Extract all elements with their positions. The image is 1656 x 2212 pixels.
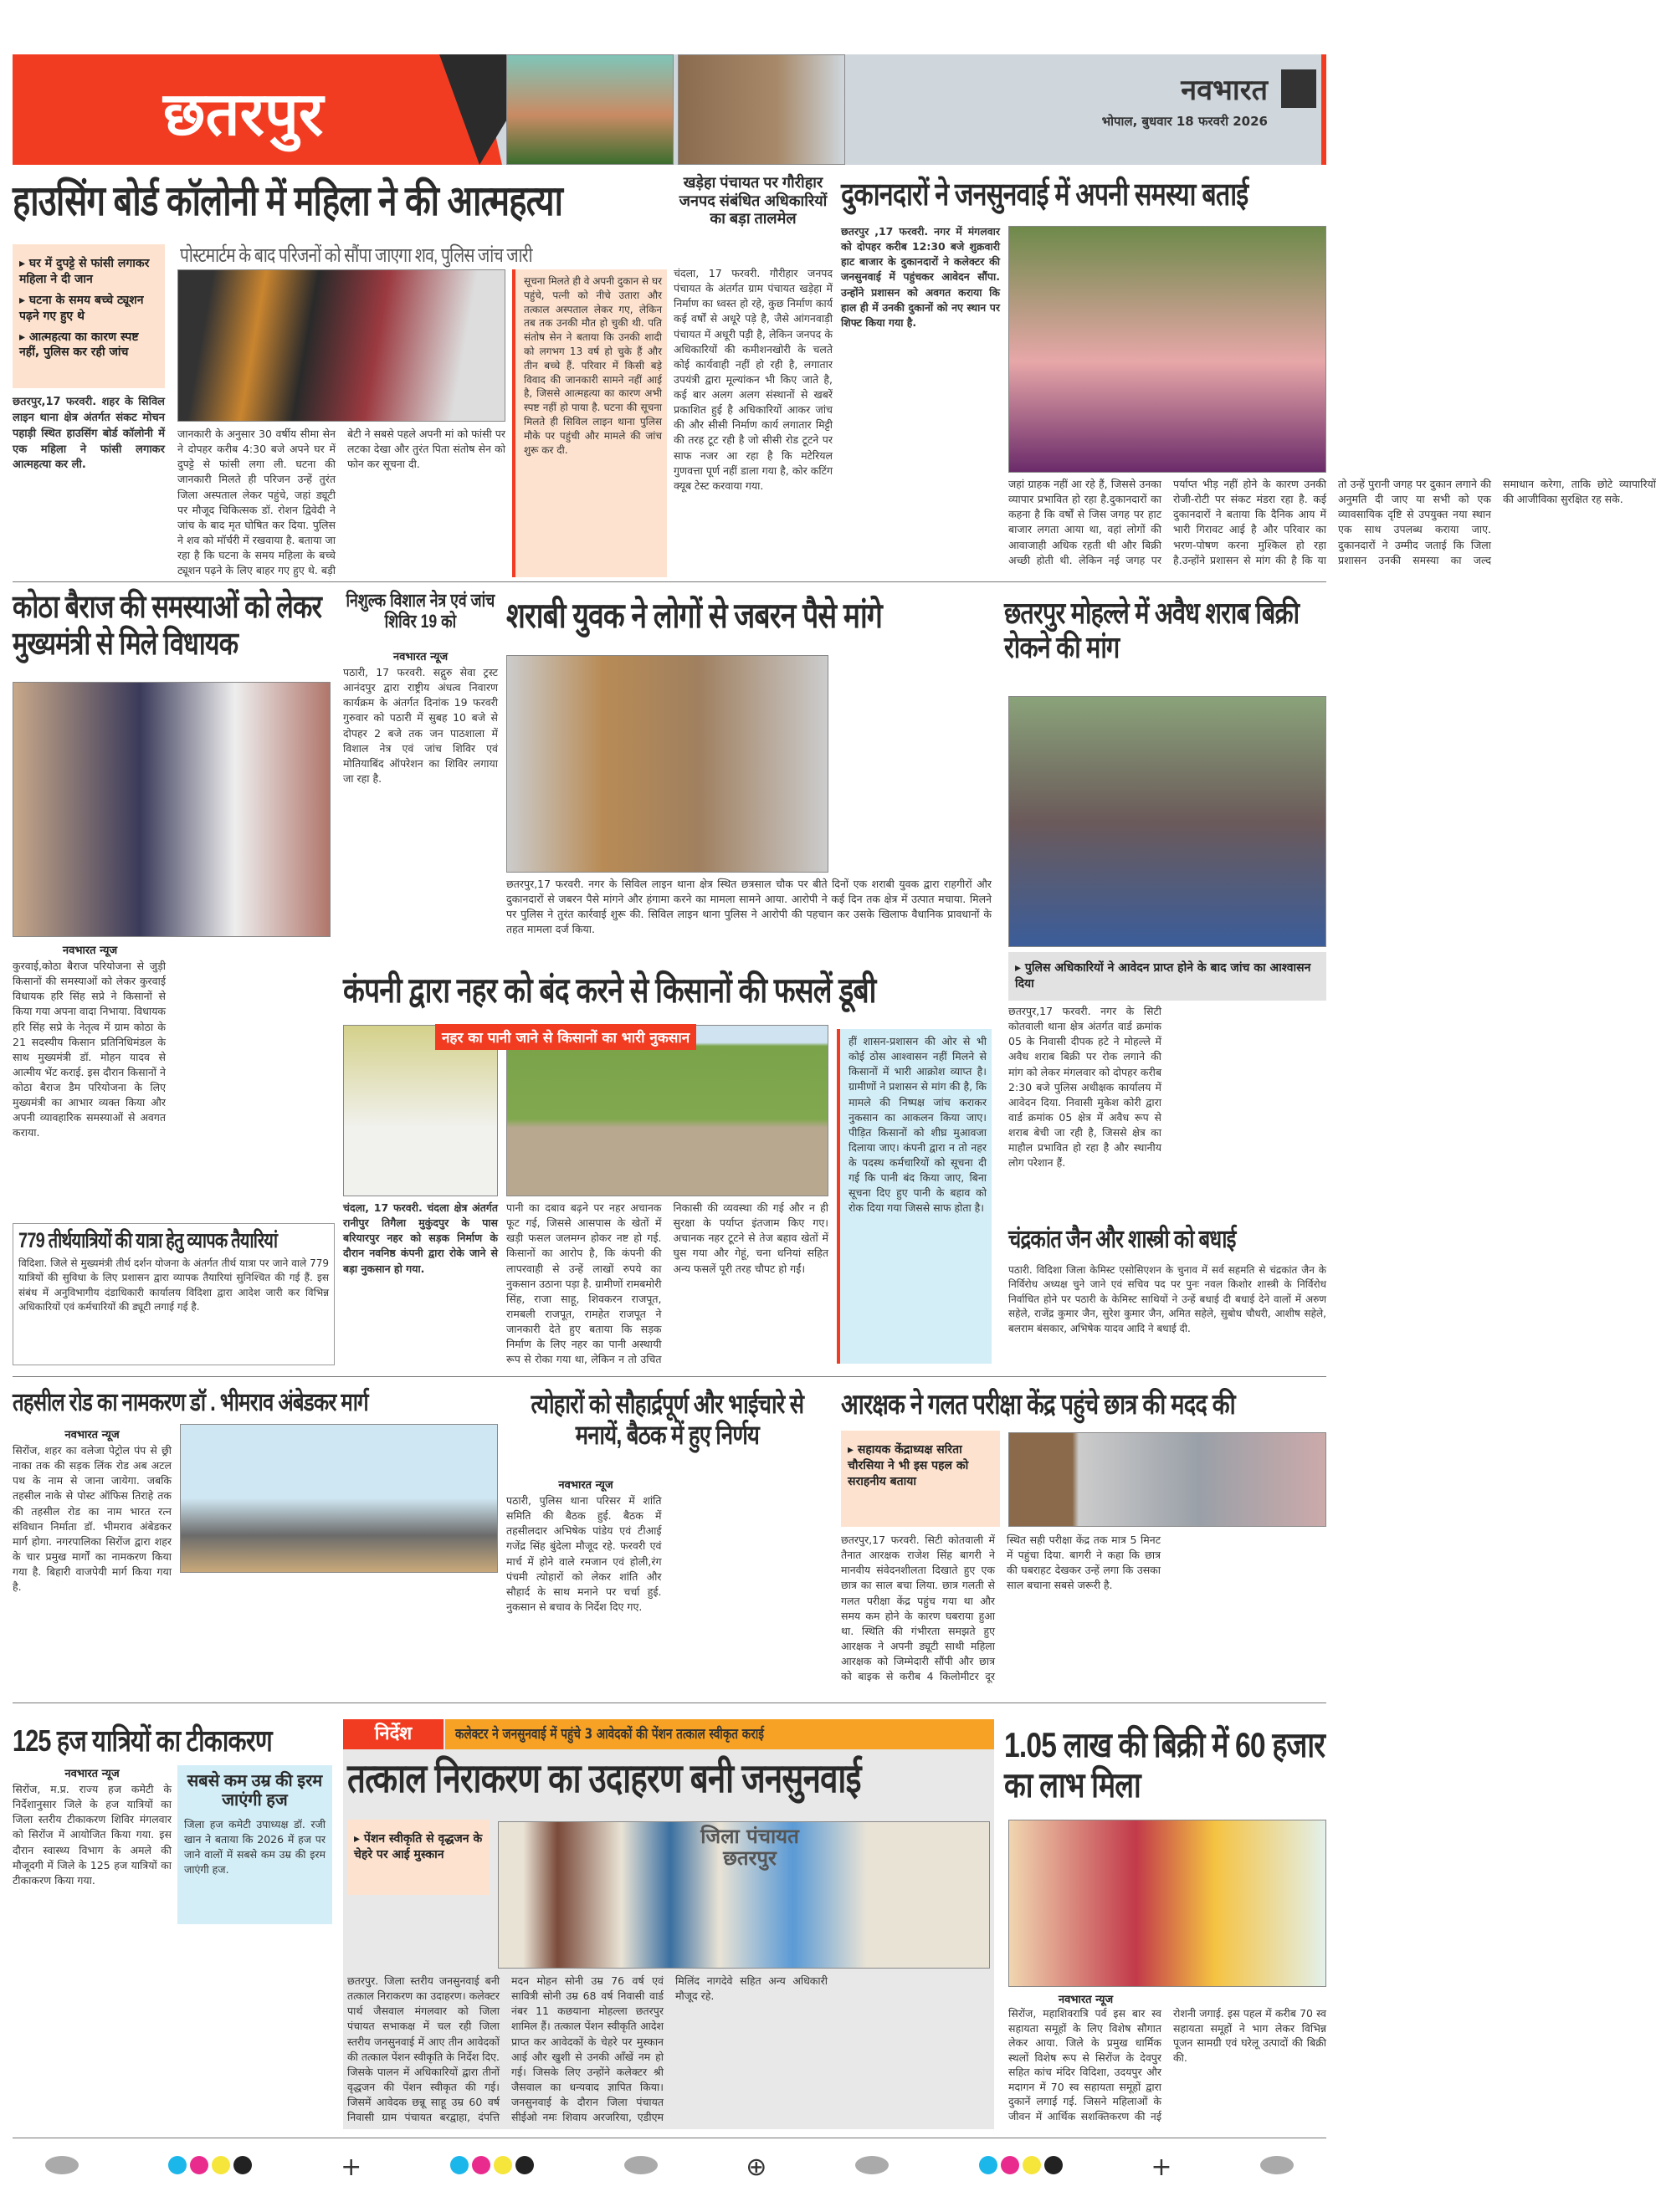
dateline: भोपाल, बुधवार 18 फरवरी 2026: [1101, 114, 1268, 129]
story11-photo: [180, 1424, 498, 1573]
story3-headline: दुकानदारों ने जनसुनवाई में अपनी समस्या बताई: [841, 177, 1248, 212]
story12-headline: त्योहारों को सौहार्द्रपूर्ण और भाईचारे से मनायें, बैठक में हुए निर्णय: [531, 1389, 804, 1450]
story4-headline: कोठा बैराज की समस्याओं को लेकर मुख्यमंत्री से मिले विधायक: [13, 590, 322, 662]
quote-text: हीं शासन-प्रशासन की ओर से भी कोई ठोस आश्वासन नहीं मिलने से किसानों में भारी आक्रोश व्याप्त है। ग्रामीणों ने प्रशासन से मांग की है, कि मामले की निष्पक्ष जांच कराकर नुकसान का आकलन किया जाए। पीड़ित किसानों को शीघ्र मुआवजा दिलाया जाए। कंपनी द्वारा न तो नहर के पदस्थ कर्मचारियों को सूचना दी गई कि पानी बंद किया जाए, बिना सूचना दिए हुए पानी के बहाव को रोक दिया गया जिससे साफ होता है।: [849, 1035, 987, 1215]
highlight: ▸ घटना के समय बच्चे ट्यूशन पढ़ने गए हुए थे: [19, 293, 158, 325]
story2-headline: खड़ेहा पंचायत पर गौरीहार जनपद संबंधित अधिकारियों का बड़ा तालमेल: [679, 174, 828, 228]
story13-highlight: [841, 1431, 1000, 1527]
tag-nirdesh: निर्देश: [343, 1719, 443, 1749]
story12-byline: नवभारत न्यूज: [558, 1479, 613, 1492]
story1-subhead: पोस्टमार्टम के बाद परिजनों को सौंपा जाएगा शव, पुलिस जांच जारी: [180, 244, 532, 267]
story2-body: चंदला, 17 फरवरी. गौरीहार जनपद पंचायत के अंतर्गत ग्राम पंचायत खड़ेहा में निर्माण का ध्वस्त हो रहे, कुछ निर्माण कार्य कई वर्षों से अधूरे पड़े है, जैसे आंगनवाड़ी पंचायत में अधूरी पड़ी है, लेकिन जनपद के अधिकारियों की कमीशनखोरी के चलते कोई कार्यवाही नहीं हो रही है, लगातार उपयंत्री द्वारा मूल्यांकन भी किए जाते है, कई बार अलग अलग संस्थानों से खबरें प्रकाशित हुई है अधिकारियों आकर जांच की और सीसी निर्माण कार्य लगातार मिट्टी की तरह टूट रही है जो सीसी रोड टूटने पर साफ नजर आ रहा है कि मटेरियल गुणवत्ता पूर्ण नहीं डाला गया है, कोर कटिंग क्यूब टेस्ट करवाया गया.: [674, 267, 833, 492]
story16-headline: 1.05 लाख की बिक्री में 60 हजार का लाभ मिला: [1004, 1725, 1325, 1805]
story9-box: [13, 1223, 335, 1365]
story14-byline: नवभारत न्यूज: [64, 1768, 120, 1780]
story1-body: जानकारी के अनुसार 30 वर्षीय सीमा सेन ने दोपहर करीब 4:30 बजे अपने घर में दुपट्टे से फांसी लगा ली. घटना की जानकारी मिलते ही परिजन उन्हें तुरंत जिला अस्पताल लेकर पहुंचे, जहां ड्यूटी पर मौजूद चिकित्सक डॉ. रोशन द्विवेदी ने जांच के बाद मृत घोषित कर दिया. पुलिस ने शव को मॉर्चरी में रखवाया है. बताया जा रहा है कि घटना के समय महिला के बच्चे ट्यूशन पढ़ने के लिए बाहर गए हुए थे. बड़ी बेटी ने सबसे पहले अपनी मां को फांसी पर लटका देखा और तुरंत पिता संतोष सेन को फोन कर सूचना दी.: [177, 428, 505, 577]
story5-body: पठारी, 17 फरवरी. सद्गुरु सेवा ट्रस्ट आनंदपुर द्वारा राष्ट्रीय अंधत्व निवारण कार्यक्रम के अंतर्गत दिनांक 19 फरवरी गुरुवार को पठारी में सुबह 10 बजे से दोपहर 2 बजे तक जन पाठशाला में विशाल नेत्र एवं जांच शिविर एवं मोतियाबिंद ऑपरेशन का शिविर लगाया जा रहा है.: [343, 666, 498, 785]
masthead-photo-palace: [506, 54, 674, 165]
story1-highlights: [13, 244, 165, 388]
story9-body: विदिशा. जिले से मुख्यमंत्री तीर्थ दर्शन योजना के अंतर्गत तीर्थ यात्रा पर जाने वाले 779 यात्रियों की सुविधा के लिए प्रशासन द्वारा व्यापक तैयारियां सुनिश्चित की गई हैं. इस संबंध में अनुविभागीय दंडाधिकारी कार्यालय विदिशा द्वारा आदेश जारी कर विभिन्न अधिकारियों एवं कर्मचारियों की ड्यूटी लगाई गई है.: [18, 1257, 329, 1313]
story11-byline: नवभारत न्यूज: [64, 1429, 120, 1441]
highlight: ▸ सहायक केंद्राध्यक्ष सरिता चौरसिया ने भी इस पहल को सराहनीय बताया: [848, 1442, 993, 1490]
story3-lead: छतरपुर ,17 फरवरी. नगर में मंगलवार को दोपहर करीब 12:30 बजे शुक्रवारी हाट बाजार के दुकानदारों ने कलेक्टर की जनसुनवाई में पहुंचकर आवेदन सौंपा. उन्होंने प्रशासन को अवगत कराया कि हाल ही में उनकी दुकानों को नए स्थान पर शिफ्ट किया गया है.: [841, 225, 1000, 329]
story11-headline: तहसील रोड का नामकरण डॉ . भीमराव अंबेडकर मार्ग: [13, 1389, 368, 1416]
masthead-photo-temple: [678, 54, 845, 165]
story13-headline: आरक्षक ने गलत परीक्षा केंद्र पहुंचे छात्र की मदद की: [841, 1389, 1235, 1421]
story4-photo: [13, 682, 331, 937]
story1-lead: छतरपुर,17 फरवरी. शहर के सिविल लाइन थाना क्षेत्र अंतर्गत संकट मोचन पहाड़ी स्थित हाउसिंग बोर्ड कॉलोनी में एक महिला ने फांसी लगाकर आत्महत्या कर ली.: [13, 396, 165, 472]
section-title: छतरपुर: [163, 79, 324, 149]
story6-headline: शराबी युवक ने लोगों से जबरन पैसे मांगे: [506, 596, 882, 635]
story15-highlight: [347, 1820, 490, 1895]
story7-photo: [1008, 696, 1326, 947]
story12-body: पठारी, पुलिस थाना परिसर में शांति समिति की बैठक हुई. बैठक में तहसीलदार अभिषेक पांडेय एवं टीआई गजेंद्र सिंह बुंदेला मौजूद रहे. फरवरी एवं मार्च में होने वाले रमजान एवं होली,रंग पंचमी त्योहारों को लेकर शांति और सौहार्द के साथ मनाने पर चर्चा हुई. नुकसान से बचाव के निर्देश दिए गए.: [506, 1494, 662, 1613]
story10-body: पठारी. विदिशा जिला केमिस्ट एसोसिएशन के चुनाव में सर्व सहमति से चंद्रकांत जैन के निर्विरोध अध्यक्ष चुने जाने एवं सचिव पद पर पुनः नवल किशोर शास्त्री के निर्विरोध निर्वाचित होने पर पठारी के केमिस्ट साथियों ने उन्हें बधाई दी बधाई देने वालों में अरुण सहेले, राजेंद्र कुमार जैन, सुरेश कुमार जैन, अमित सहेले, सुबोध चौधरी, आशीष सहेले, बलराम बंसकार, अभिषेक यादव आदि ने बधाई दी.: [1008, 1264, 1326, 1334]
story15-photo: [498, 1821, 990, 1969]
story5-byline: नवभारत न्यूज: [392, 651, 449, 663]
story15-body: छतरपुर. जिला स्तरीय जनसुनवाई बनी तत्काल निराकरण का उदाहरण। कलेक्टर पार्थ जैसवाल मंगलवार को जिला पंचायत सभाकक्ष में चल रही जिला स्तरीय जनसुनवाई में आए तीन आवेदकों की तत्काल पेंशन स्वीकृति के निर्देश दिए. जिसके पालन में अधिकारियों द्वारा तीनों वृद्धजन की पेंशन स्वीकृत की गई। जिसमें आवेदक छन्नू साहू उम्र 60 वर्ष निवासी ग्राम पंचायत बरद्वाहा, दंपत्ति मदन मोहन सोनी उम्र 76 वर्ष एवं सावित्री सोनी उम्र 68 वर्ष निवासी वार्ड नंबर 11 कछयाना मोहल्ला छतरपुर शामिल हैं। तत्काल पेंशन स्वीकृति आदेश प्राप्त कर आवेदकों के चेहरे पर मुस्कान आई और खुशी से उनकी आँखें नम हो गई। जिसके लिए उन्होंने कलेक्टर श्री जैसवाल का धन्यवाद ज्ञापित किया। जनसुनवाई के दौरान जिला पंचायत सीईओ नमः शिवाय अरजरिया, एडीएम मिलिंद नागदेवे सहित अन्य अधिकारी मौजूद रहे.: [347, 1974, 828, 2124]
story14-body: सिरोंज, म.प्र. राज्य हज कमेटी के निर्देशानुसार जिले के हज यात्रियों का जिला स्तरीय टीकाकरण शिविर मंगलवार को सिरोंज में आयोजित किया गया. इस दौरान स्वास्थ्य विभाग के अमले की मौजूदगी में जिले के 125 हज यात्रियों का टीकाकरण किया गया.: [13, 1783, 172, 1887]
story4-body: कुरवाई,कोठा बैराज परियोजना से जुड़ी किसानों की समस्याओं को लेकर कुरवाई विधायक हरि सिंह सप्रे ने किसानों से किया गया अपना वादा निभाया. विधायक हरि सिंह सप्रे के नेतृत्व में ग्राम कोठा के 21 सदस्यीय किसान प्रतिनिधिमंडल के साथ मुख्यमंत्री डॉ. मोहन यादव से आत्मीय भेंट कराई. इस दौरान किसानों ने कोठा बैराज डैम परियोजना के लिए मुख्यमंत्री का आभार व्यक्त किया और अपनी व्यावहारिक समस्याओं से अवगत कराया.: [13, 960, 166, 1139]
story16-byline: नवभारत न्यूज: [1058, 1994, 1114, 2006]
story8-photo-canal: [506, 1025, 828, 1196]
story14-headline: 125 हज यात्रियों का टीकाकरण: [13, 1723, 272, 1758]
story16-photo: [1008, 1820, 1326, 1987]
story1-quote: [512, 269, 667, 577]
story13-body: छतरपुर,17 फरवरी. सिटी कोतवाली में तैनात आरक्षक राजेश सिंह बागरी ने मानवीय संवेदनशीलता दिखाते हुए एक छात्र का साल बचा लिया. छात्र गलती से गलत परीक्षा केंद्र पहुंच गया था और समय कम होने के कारण घबराया हुआ था. स्थिति की गंभीरता समझते हुए आरक्षक ने अपनी ड्यूटी साथी महिला आरक्षक को जिम्मेदारी सौंपी और छात्र को बाइक से करीब 4 किलोमीटर दूर स्थित सही परीक्षा केंद्र तक मात्र 5 मिनट में पहुंचा दिया. बागरी ने कहा कि छात्र की घबराहट देखकर उन्हें लगा कि उसका साल बचाना सबसे जरूरी है.: [841, 1534, 1161, 1683]
paper-logo: नवभारत: [1181, 74, 1268, 107]
highlight: ▸ पेंशन स्वीकृति से वृद्धजन के चेहरे पर आई मुस्कान: [354, 1831, 483, 1863]
story16-body: सिरोंज, महाशिवरात्रि पर्व इस बार स्व सहायता समूहों के लिए विशेष सौगात लेकर आया. जिले के प्रमुख धार्मिक स्थलों विशेष रूप से सिरोंज के देवपुर सहित कांच मंदिर विदिशा, उदयपुर और मदागन में 70 स्व सहायता समूहों द्वारा दुकानें लगाई गई. जिसने महिलाओं के जीवन में आर्थिक सशक्तिकरण की नई रोशनी जगाई. इस पहल में करीब 70 स्व सहायता समूहों ने भाग लेकर विभिन्न पूजन सामग्री एवं घरेलू उत्पादों की बिक्री की.: [1008, 2007, 1326, 2122]
story1-headline: हाउसिंग बोर्ड कॉलोनी में महिला ने की आत्महत्या: [13, 177, 563, 224]
story8-photo-farmer: [343, 1025, 498, 1196]
story4-byline: नवभारत न्यूज: [62, 945, 118, 957]
story3-photo: [1008, 226, 1326, 473]
story8-body: पानी का दबाव बढ़ने पर नहर अचानक फूट गई, जिससे आसपास के खेतों में खड़ी फसल जलमग्न होकर नष्ट हो गई. किसानों का आरोप है, कि कंपनी की लापरवाही से उन्हें लाखों रुपये का नुकसान उठाना पड़ा है. ग्रामीणों रामबमोरी सिंह, राजा साहू, शिवकरन राजपूत, रामबली राजपूत, रामहेत राजपूत ने जानकारी देते हुए बताया कि सड़क निर्माण के लिए नहर का पानी अस्थायी रूप से रोका गया था, लेकिन न तो उचित निकासी की व्यवस्था की गई और न ही सुरक्षा के पर्याप्त इंतजाम किए गए। अचानक नहर टूटने से तेज बहाव खेतों में घुस गया और गेहूं, चना धनियां सहित अन्य फसलें पूरी तरह चौपट हो गईं।: [506, 1201, 828, 1366]
story8-headline: कंपनी द्वारा नहर को बंद करने से किसानों की फसलें डूबी: [343, 970, 876, 1010]
story8-quote: [837, 1029, 992, 1364]
story15-kicker: कलेक्टर ने जनसुनवाई में पहुंचे 3 आवेदकों की पेंशन तत्काल स्वीकृत कराई: [455, 1726, 764, 1743]
story3-body: जहां ग्राहक नहीं आ रहे हैं, जिससे उनका व्यापार प्रभावित हो रहा है.दुकानदारों का कहना है कि वर्षों से जिस जगह पर हाट बाजार लगता आया था, वहां लोगों की आवाजाही अधिक रहती थी और बिक्री अच्छी होती थी. लेकिन नई जगह पर पर्याप्त भीड़ नहीं होने के कारण उनकी रोजी-रोटी पर संकट मंडरा रहा है. कई दुकानदारों ने बताया कि दैनिक आय में भारी गिरावट आई है और परिवार का भरण-पोषण करना मुश्किल हो रहा है.उन्होंने प्रशासन से मांग की है कि या तो उन्हें पुरानी जगह पर दुकान लगाने की अनुमति दी जाए या सभी को एक व्यावसायिक दृष्टि से उपयुक्त नया स्थान एक साथ उपलब्ध कराया जाए. दुकानदारों ने उम्मीद जताई कि जिला प्रशासन उनकी समस्या का जल्द समाधान करेगा, ताकि छोटे व्यापारियों की आजीविका सुरक्षित रह सके.: [1008, 478, 1656, 566]
registration-marks: + ⊕ +: [0, 2150, 1339, 2184]
story7-body: छतरपुर,17 फरवरी. नगर के सिटी कोतवाली थाना क्षेत्र अंतर्गत वार्ड क्रमांक 05 के निवासी दीपक हटे ने मोहल्ले में अवैध शराब बिक्री पर रोक लगाने की मांग को लेकर मंगलवार को दोपहर करीब 2:30 बजे पुलिस अधीक्षक कार्यालय में आवेदन दिया. निवासी मुकेश कोरी द्वारा वार्ड क्रमांक 05 क्षेत्र में अवैध रूप से शराब बेची जा रही है, जिससे क्षेत्र का माहौल प्रभावित हो रहा है और स्थानीय लोग परेशान हैं.: [1008, 1005, 1161, 1170]
story8-lead: चंदला, 17 फरवरी. चंदला क्षेत्र अंतर्गत रानीपुर तिगैला मुकुंदपुर के पास बरियारपुर नहर को सड़क निर्माण के दौरान नवनिष्ठ कंपनी द्वारा रोके जाने से बड़ा नुकसान हो गया.: [343, 1201, 498, 1275]
photo-sign: जिला पंचायत छतरपुर: [700, 1825, 799, 1871]
story9-headline: 779 तीर्थयात्रियों की यात्रा हेतु व्यापक तैयारियां: [18, 1229, 278, 1252]
story14-sidebox: [177, 1765, 332, 1924]
story13-photo: [1008, 1432, 1326, 1527]
story7-headline: छतरपुर मोहल्ले में अवैध शराब बिक्री रोकने की मांग: [1004, 596, 1300, 665]
story5-headline: निशुल्क विशाल नेत्र एवं जांच शिविर 19 को: [346, 590, 495, 632]
story7-highlight: [1008, 952, 1326, 1001]
highlight: ▸ घर में दुपट्टे से फांसी लगाकर महिला ने दी जान: [19, 256, 158, 288]
story10-headline: चंद्रकांत जैन और शास्त्री को बधाई: [1008, 1226, 1236, 1253]
story6-body: छतरपुर,17 फरवरी. नगर के सिविल लाइन थाना क्षेत्र स्थित छत्रसाल चौक पर बीते दिनों एक शराबी युवक द्वारा राहगीरों और दुकानदारों से जबरन पैसे मांगने और हंगामा करने का मामला सामने आया. आरोपी ने कई दिन तक क्षेत्र में उत्पात मचाया. मिलने पर पुलिस ने तुरंत कार्रवाई शुरू की. सिविल लाइन थाना पुलिस ने आरोपी की पहचान कर उसके खिलाफ वैधानिक प्रावधानों के तहत मामला दर्ज किया.: [506, 878, 992, 936]
story11-body: सिरोंज, शहर का वलेजा पेट्रोल पंप से छ्री नाका तक की सड़क लिंक रोड अब अटल पथ के नाम से जाना जायेगा. जबकि तहसील नाके से पोस्ट ऑफिस तिराहे तक की तहसील रोड का नाम भारत रत्न संविधान निर्माता डॉ. भीमराव अंबेडकर मार्ग होगा. नगरपालिका सिरोंज द्वारा शहर के चार प्रमुख मार्गों का नामकरण किया गया है. बिहारी वाजपेयी मार्ग किया गया है.: [13, 1444, 172, 1594]
story15-headline: तत्काल निराकरण का उदाहरण बनी जनसुनवाई: [347, 1757, 861, 1801]
photo-banner: नहर का पानी जाने से किसानों का भारी नुकसान: [435, 1024, 696, 1050]
story1-photo: [177, 269, 505, 422]
story15-panel: [343, 1719, 994, 2129]
quote-text: सूचना मिलते ही वे अपनी दुकान से घर पहुंचे, पत्नी को नीचे उतारा और तत्काल अस्पताल लेकर गए, लेकिन तब तक उनकी मौत हो चुकी थी. पति संतोष सेन ने बताया कि उनकी शादी को लगभग 13 वर्ष हो चुके हैं और तीन बच्चे हैं. परिवार में किसी बड़े विवाद की जानकारी सामने नहीं आई है, जिससे आत्महत्या का कारण अभी स्पष्ट नहीं हो पाया है. घटना की सूचना मिलते ही सिविल लाइन थाना पुलिस मौके पर पहुंची और मामले की जांच शुरू कर दी.: [524, 275, 662, 456]
masthead: [13, 54, 1326, 165]
story6-photo: [506, 655, 828, 873]
sidebox-body: जिला हज कमेटी उपाध्यक्ष डॉ. रजी खान ने बताया कि 2026 में हज पर जाने वालों में सबसे कम उम्र की इरम जाएंगी हज.: [184, 1818, 326, 1877]
highlight: ▸ पुलिस अधिकारियों ने आवेदन प्राप्त होने के बाद जांच का आश्वासन दिया: [1015, 960, 1320, 992]
sidebox-title: सबसे कम उम्र की इरम जाएंगी हज: [187, 1772, 323, 1810]
highlight: ▸ आत्महत्या का कारण स्पष्ट नहीं, पुलिस कर रही जांच: [19, 330, 158, 361]
